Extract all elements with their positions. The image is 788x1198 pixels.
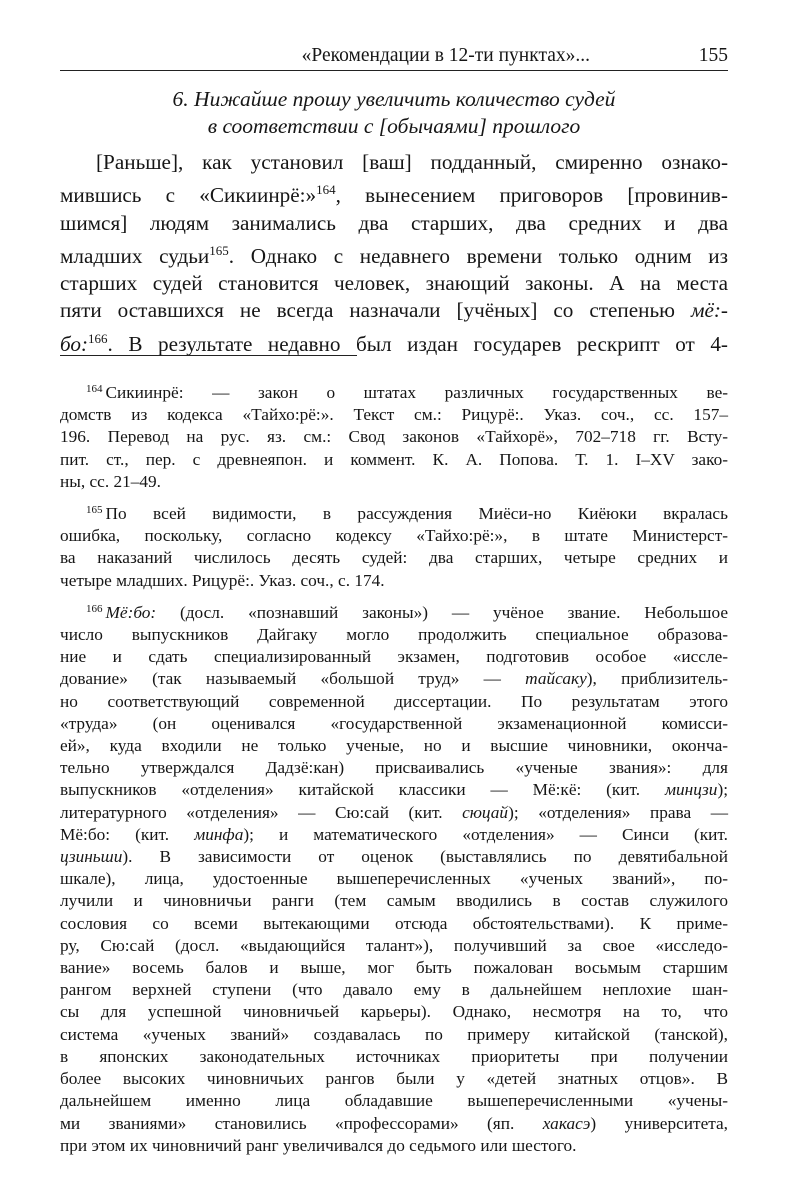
page-number: 155: [698, 45, 728, 66]
body-text-fragment: . Однако с недавнего времени только одним из: [228, 243, 729, 268]
footnote-line: ру, Сю:сай (досл. «выдающийся талант»), получивший за свое «исследо-: [60, 935, 728, 955]
footnote-166: [60, 598, 728, 1157]
footnote-text: ). В зависимости от оценок (выставлялись по девятибальной: [122, 847, 728, 867]
italic-term: мё:-: [690, 298, 728, 323]
footnote-line: шкале), лица, удостоенные вышеперечисленных «ученых званий», по-: [60, 869, 728, 889]
footnote-line: [60, 499, 728, 525]
section-heading: [60, 86, 728, 140]
italic-term: минцзи: [664, 780, 718, 800]
italic-term: сюцай: [462, 802, 509, 822]
footnote-line: [60, 779, 728, 801]
italic-term: бо:: [60, 331, 89, 356]
body-text-fragment: . В результате недавно был издан государев рескрипт от 4-: [107, 331, 728, 356]
footnote-line: более высоких чиновничьих рангов были у «детей знатных отцов». В: [60, 1069, 728, 1089]
body-line: [60, 237, 728, 270]
footnote-line: число выпускников Дайгаку могло продолжить специальное образова-: [60, 625, 728, 645]
footnote-line: ошибка, поскольку, согласно кодексу «Тайхо:рё:», в штате Министерст-: [60, 526, 728, 546]
footnote-text: ми званиями» становились «профессорами» (яп.: [60, 1113, 543, 1133]
footnote-text: (досл. «познавший законы») — учёное звание. Небольшое: [156, 602, 728, 622]
footnote-line: при этом их чиновничий ранг увеличивался до седьмого или шестого.: [60, 1135, 577, 1155]
body-text-fragment: пяти оставшихся не всегда назначали [учёных] со степенью: [60, 298, 691, 323]
footnote-line: [60, 824, 728, 846]
footnote-line: дальнейшем именно лица обладавшие вышеперечисленными «учены-: [60, 1091, 728, 1111]
body-paragraph: [60, 149, 728, 358]
footnote-line: [60, 668, 728, 690]
body-text-fragment: мившись с «Сикиинрё:»: [60, 183, 317, 208]
footnote-number: 165: [86, 504, 103, 517]
footnote-line: лучили и чиновничьи ранги (тем самым вводились в состав служилого: [60, 891, 728, 911]
section-heading-line-1: 6. Нижайше прошу увеличить количество судей: [172, 87, 616, 111]
running-head: [60, 28, 728, 66]
body-line: [60, 325, 728, 358]
running-title: «Рекомендации в 12-ти пунктах»...: [301, 45, 590, 66]
footnote-reference: 165: [209, 242, 229, 258]
footnote-number: 166: [86, 602, 103, 615]
footnote-line: система «ученых званий» создавалась по примеру китайской (танской),: [60, 1024, 728, 1044]
footnote-text: ), приблизитель-: [586, 669, 728, 689]
body-line: старших судей становится человек, знающий законы. А на места: [60, 271, 728, 296]
footnote-text: Сикиинрё: — закон о штатах различных государственных ве-: [105, 383, 728, 402]
footnote-line: в японских законодательных источниках приоритеты при получении: [60, 1046, 728, 1066]
italic-term: тайсаку: [525, 669, 587, 689]
body-line: [60, 176, 728, 209]
footnote-line: [60, 846, 728, 868]
footnote-text: выпускников «отделения» китайской классики — Мё:кё: (кит.: [60, 780, 665, 800]
footnote-number: 164: [86, 383, 103, 395]
footnote-line: четыре младших. Рицурё:. Указ. соч., с. 174.: [60, 570, 385, 590]
footnotes: [60, 378, 728, 1163]
body-text-fragment: младших судьи: [60, 243, 210, 268]
footnote-line: вание» восемь балов и выше, мог быть пожалован восьмым старшим: [60, 958, 728, 978]
footnote-line: рангом верхней ступени (что давало ему в дальнейшем неплохие шан-: [60, 980, 728, 1000]
footnote-text: ); и математического «отделения» — Синси (кит.: [243, 824, 728, 844]
body-line: [60, 297, 728, 324]
italic-term: Мё:бо:: [105, 602, 157, 622]
section-heading-line-2: в соответствии с [обычаями] прошлого: [207, 114, 581, 138]
footnote-separator: [60, 355, 357, 356]
footnote-165: [60, 499, 728, 592]
footnote-text: литературного «отделения» — Сю:сай (кит.: [60, 802, 463, 822]
italic-term: хакасэ: [542, 1113, 591, 1133]
footnote-line: тельно утверждался Дадзё:кан) присваивались «ученые звания»: для: [60, 758, 728, 778]
footnote-reference: 166: [88, 330, 108, 346]
footnote-line: пит. ст., пер. с древнеяпон. и коммент. К. А. Попова. Т. 1. I–XV зако-: [60, 449, 728, 469]
italic-term: цзиньши: [60, 847, 123, 867]
header-rule: [60, 70, 728, 71]
footnote-line: [60, 802, 728, 824]
footnote-line: «труда» (он оценивался «государственной экзаменационной комисси-: [60, 713, 728, 733]
body-text-fragment: , вынесением приговоров [провинив-: [335, 183, 728, 208]
body-line: [Раньше], как установил [ваш] подданный, смиренно ознако-: [96, 150, 728, 174]
footnote-line: ей», куда входили не только ученые, но и высшие чиновники, оконча-: [60, 736, 728, 756]
footnote-line: [60, 598, 728, 624]
footnote-line: 196. Перевод на рус. яз. см.: Свод законов «Тайхорё», 702–718 гг. Всту-: [60, 427, 728, 447]
footnote-text: По всей видимости, в рассуждения Миёси-но Киёюки вкралась: [105, 504, 728, 524]
footnote-line: [60, 1113, 728, 1135]
footnote-text: ); «отделения» права —: [508, 802, 728, 822]
footnote-text: ) университета,: [590, 1113, 728, 1133]
footnote-line: ны, сс. 21–49.: [60, 471, 162, 491]
footnote-line: сословия со всеми вытекающими отсюда обстоятельствами). К приме-: [60, 913, 728, 933]
footnote-line: [60, 378, 728, 404]
footnote-line: но соответствующий современной диссертации. По результатам этого: [60, 691, 728, 711]
italic-term: минфа: [194, 824, 244, 844]
body-line: шимся] людям занимались два старших, два средних и два: [60, 210, 728, 235]
footnote-reference: 164: [316, 182, 336, 198]
footnote-text: );: [717, 780, 728, 800]
footnote-line: ва наказаний числилось десять судей: два старших, четыре средних и: [60, 548, 728, 568]
footnote-164: [60, 378, 728, 493]
footnote-text: дование» (так называемый «большой труд» —: [60, 669, 526, 689]
footnote-line: домств из кодекса «Тайхо:рё:». Текст см.: Рицурё:. Указ. соч., сс. 157–: [60, 405, 728, 425]
footnote-line: сы для успешной чиновничьей карьеры). Однако, несмотря на то, что: [60, 1002, 728, 1022]
footnote-text: Мё:бо: (кит.: [60, 824, 195, 844]
footnote-line: ние и сдать специализированный экзамен, подготовив особое «иссле-: [60, 647, 728, 667]
